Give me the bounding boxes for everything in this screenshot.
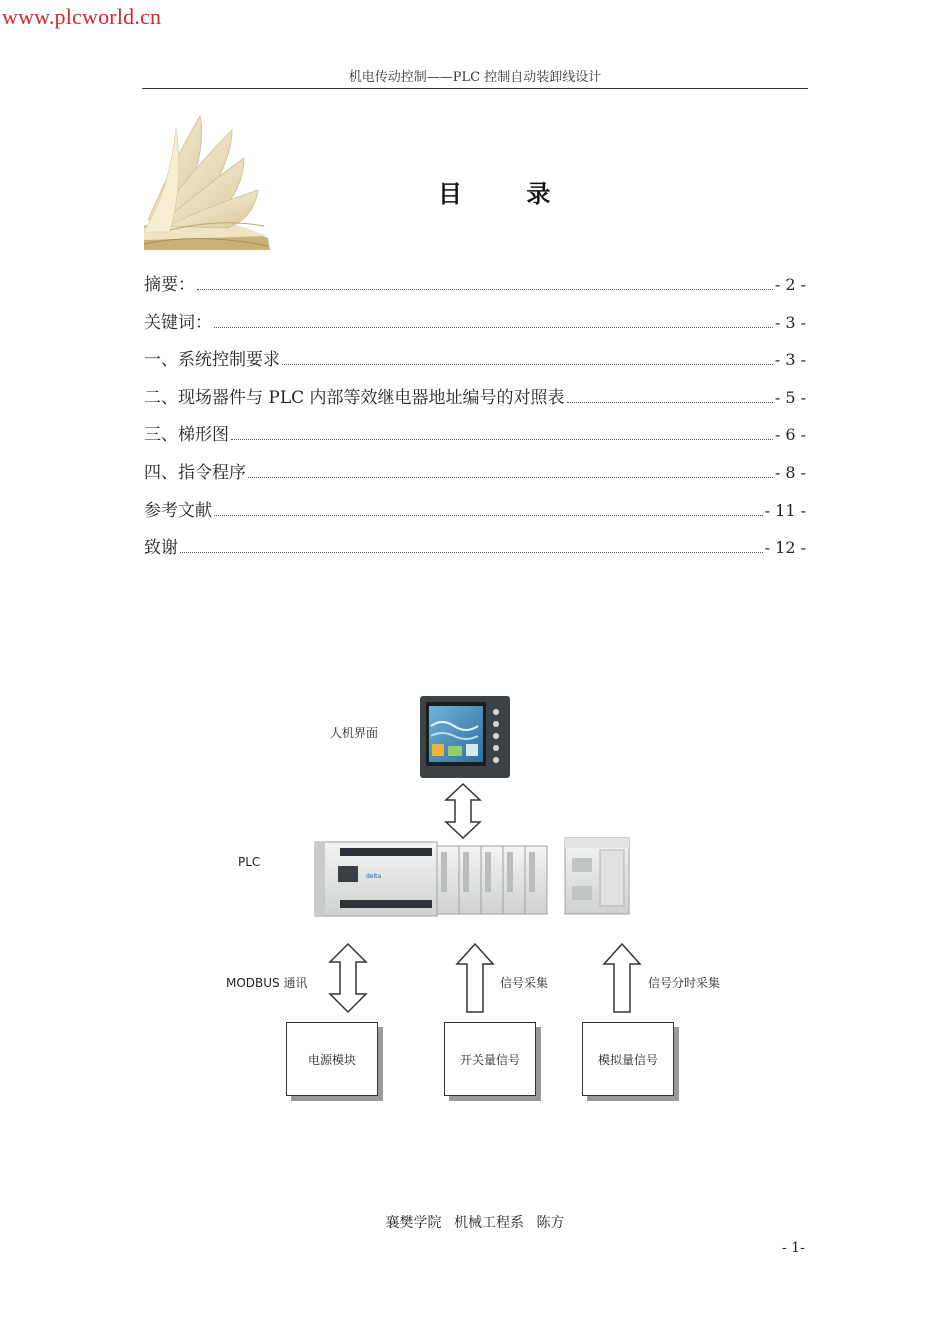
- toc-entry-page: - 8 -: [774, 462, 806, 482]
- analog-signal-label: 模拟量信号: [597, 1052, 658, 1067]
- modbus-label: MODBUS 通讯: [226, 976, 308, 990]
- analog-signal-box: [582, 1022, 674, 1096]
- toc-entry-abstract[interactable]: [144, 270, 806, 308]
- hmi-plc-double-arrow: [446, 784, 480, 838]
- plc-system-diagram: [220, 690, 740, 1120]
- toc-entry-references[interactable]: [144, 496, 806, 534]
- toc-entry-label: 二、现场器件与 PLC 内部等效继电器地址编号的对照表: [144, 387, 565, 408]
- toc-entry-acknowledgements[interactable]: [144, 533, 806, 571]
- switch-signal-label: 开关量信号: [459, 1052, 520, 1067]
- toc-entry-page: - 3 -: [774, 350, 806, 370]
- toc-entry-page: - 5 -: [774, 387, 806, 407]
- hmi-panel-image: [420, 696, 510, 778]
- toc-entry-page: - 2 -: [774, 275, 806, 294]
- footer-author: 襄樊学院 机械工程系 陈方: [385, 1215, 565, 1231]
- toc-leader-dots: [180, 551, 763, 553]
- toc-entry-page: - 12 -: [764, 538, 806, 558]
- toc-leader-dots: [248, 476, 773, 478]
- toc-entry-page: - 3 -: [774, 312, 806, 332]
- toc-entry-label: 参考文献: [144, 500, 212, 521]
- open-book-illustration: [140, 108, 280, 254]
- toc-leader-dots: [214, 514, 763, 516]
- toc-leader-dots: [197, 288, 773, 290]
- header-rule: [142, 88, 808, 89]
- toc-entry-label: 一、系统控制要求: [144, 350, 280, 371]
- hmi-label: 人机界面: [330, 726, 379, 740]
- toc-entry-page: - 11 -: [764, 500, 806, 520]
- plc-label: PLC: [238, 855, 261, 869]
- toc-entry-ladder-diagram[interactable]: [144, 420, 806, 458]
- toc-entry-label: 致谢: [144, 538, 178, 559]
- plc-unit-image: [315, 842, 547, 916]
- power-module-box: [286, 1022, 378, 1096]
- watermark-url[interactable]: www.plcworld.cn: [2, 4, 162, 29]
- toc-entry-page: - 6 -: [774, 425, 806, 445]
- modbus-double-arrow: [330, 944, 366, 1012]
- toc-leader-dots: [567, 401, 773, 403]
- toc-entry-label: 关键词：: [144, 312, 212, 333]
- running-header: 机电传动控制——PLC 控制自动装卸线设计: [348, 70, 602, 85]
- toc-leader-dots: [282, 363, 773, 365]
- toc-leader-dots: [231, 438, 773, 440]
- toc-entry-address-table[interactable]: [144, 383, 806, 421]
- toc-entry-keywords[interactable]: [144, 308, 806, 346]
- signal-acquisition-label: 信号采集: [500, 976, 549, 990]
- table-of-contents: [144, 270, 806, 571]
- toc-entry-label: 三、梯形图: [144, 425, 229, 446]
- switch-signal-up-arrow: [457, 944, 493, 1012]
- toc-leader-dots: [214, 326, 773, 328]
- switch-signal-box: [444, 1022, 536, 1096]
- toc-entry-requirements[interactable]: [144, 345, 806, 383]
- power-module-label: 电源模块: [307, 1052, 356, 1067]
- analog-signal-up-arrow: [604, 944, 640, 1012]
- toc-entry-label: 摘要：: [144, 275, 195, 295]
- toc-title: 目 录: [438, 180, 579, 208]
- plc-brand-text: delta: [366, 873, 382, 880]
- toc-entry-label: 四、指令程序: [144, 462, 246, 483]
- page-number: - 1-: [782, 1240, 805, 1256]
- io-module-image: [565, 838, 629, 914]
- timeshare-acquisition-label: 信号分时采集: [648, 976, 721, 990]
- toc-entry-instruction-program[interactable]: [144, 458, 806, 496]
